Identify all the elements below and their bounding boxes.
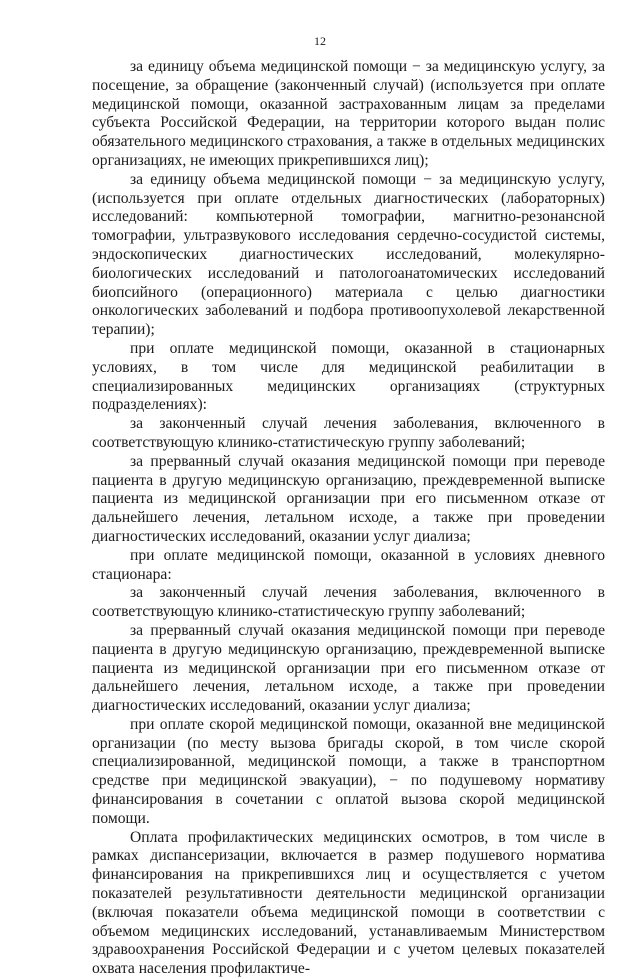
paragraph-5: за прерванный случай оказания медицинской помощи при переводе пациента в другую медицинскую организацию, преждевременной выписке пациента из медицинской организации при его письменном отказе от дальнейшего лечения, летальном исходе, а также при проведении диагностических исследований, оказании услуг диализа; [92,452,605,545]
paragraph-8: за прерванный случай оказания медицинской помощи при переводе пациента в другую медицинскую организацию, преждевременной выписке пациента из медицинской организации при его письменном отказе от дальнейшего лечения, летальном исходе, а также при проведении диагностических исследований, оказании услуг диализа; [92,621,605,715]
paragraph-3: при оплате медицинской помощи, оказанной в стационарных условиях, в том числе для медицинской реабилитации в специализированных медицинских организациях (структурных подразделениях): [92,339,605,414]
paragraph-9: при оплате скорой медицинской помощи, оказанной вне медицинской организации (по месту вызова бригады скорой, в том числе скорой специализированной, медицинской помощи, а также в транспортном средстве при медицинской эвакуации), − по подушевому нормативу финансирования в сочетании с оплатой вызова скорой медицинской помощи. [92,715,605,827]
paragraph-1: за единицу объема медицинской помощи − за медицинскую услугу, за посещение, за обращение (законченный случай) (используется при оплате медицинской помощи, оказанной застрахованным лицам за пределами субъекта Российской Федерации, на территории которого выдан полис обязательного медицинского страхования, а также в отдельных медицинских организациях, не имеющих прикрепившихся лиц); [92,58,605,169]
paragraph-7: за законченный случай лечения заболевания, включенного в соответствующую клинико-статистическую группу заболеваний; [92,584,605,621]
paragraph-6: при оплате медицинской помощи, оказанной в условиях дневного стационара: [92,546,605,583]
document-body [92,58,605,979]
paragraph-4: за законченный случай лечения заболевания, включенного в соответствующую клинико-статистическую группу заболеваний; [92,415,605,451]
paragraph-2: за единицу объема медицинской помощи − за медицинскую услугу, (используется при оплате отдельных диагностических (лабораторных) исследований: компьютерной томографии, магнитно-резонансной томографии, ультразвукового исследования сердечно-сосудистой системы, эндоскопических диагностических исследований, молекулярно-биологических исследований и патологоанатомических исследований биопсийного (операционного) материала с целью диагностики онкологических заболеваний и подбора противоопухолевой лекарственной терапии); [92,170,605,339]
page-number: 12 [314,34,326,48]
paragraph-10: Оплата профилактических медицинских осмотров, в том числе в рамках диспансеризации, включается в размер подушевого норматива финансирования на прикрепившихся лиц и осуществляется с учетом показателей результативности деятельности медицинской организации (включая показатели объема медицинской помощи в соответствии с объемом медицинских исследований, устанавливаемым Министерством здравоохранения Российской Федерации и с учетом целевых показателей охвата населения профилактиче- [92,828,605,978]
